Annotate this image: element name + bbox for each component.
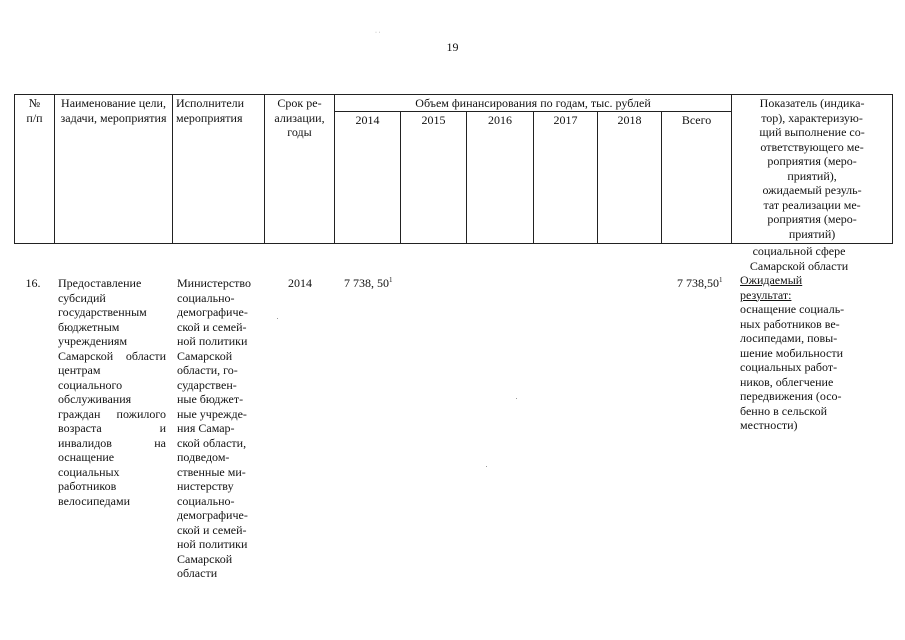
expected-result-label: Ожидаемый результат: xyxy=(740,273,803,302)
value-2014-footnote: 1 xyxy=(389,276,393,284)
scan-speck xyxy=(277,318,278,319)
measure-term: 2014 xyxy=(288,276,312,290)
col-header-indicator: Показатель (индика- тор), характеризую- щий выполнение со- ответствующего ме- роприятия (меро- приятий), ожидаемый резуль- тат реализации ме- роприятия (меро- приятий) xyxy=(732,95,893,244)
value-total: 7 738,50 xyxy=(677,276,719,290)
value-2014-cell xyxy=(336,276,410,291)
col-header-year-2014: 2014 xyxy=(335,111,401,243)
expected-result-text: оснащение социаль- ных работников ве- лосипедами, повы- шение мобильности социальных работ- ников, облегчение передвижения (осо- бенно в сельской местности) xyxy=(740,302,845,432)
col-header-year-2017: 2017 xyxy=(534,111,598,243)
value-total-cell xyxy=(671,276,737,291)
col-header-term: Срок ре- ализации, годы xyxy=(265,95,335,244)
scan-speck xyxy=(486,466,487,467)
row-number: 16. xyxy=(25,276,41,290)
col-header-year-2015: 2015 xyxy=(401,111,467,243)
scan-dots: · · xyxy=(375,30,381,36)
program-table xyxy=(14,94,893,244)
measure-executors: Министерство социально- демографиче- ской и семей- ной политики Самарской области, го- сударствен- ные бюджет- ные учрежде- ния Самар- ской области, подведом- ственные ми- нистерству социально- демографиче- ской и семей- ной политики Самарской области xyxy=(177,276,251,580)
col-header-financing: Объем финансирования по годам, тыс. рублей xyxy=(335,95,732,112)
col-header-num: № п/п xyxy=(15,95,55,244)
indicator-cell xyxy=(738,244,860,433)
scan-speck xyxy=(516,398,517,399)
col-header-total: Всего xyxy=(662,111,732,243)
value-2014: 7 738, 50 xyxy=(344,276,389,290)
measure-name: Предоставление субсидий государственным бюджетным учреждениям Самарской области центрам социального обслуживания граждан пожилого возраста и инвалидов на оснащение социальных работников велосипедами xyxy=(58,276,166,508)
col-header-name: Наименование цели, задачи, мероприятия xyxy=(55,95,173,244)
value-total-footnote: 1 xyxy=(719,276,723,284)
page-number: 19 xyxy=(446,40,459,54)
col-header-year-2016: 2016 xyxy=(467,111,534,243)
col-header-year-2018: 2018 xyxy=(598,111,662,243)
indicator-continuation: социальной сфере Самарской области xyxy=(749,244,849,273)
col-header-executors: Исполнители мероприятия xyxy=(173,95,265,244)
